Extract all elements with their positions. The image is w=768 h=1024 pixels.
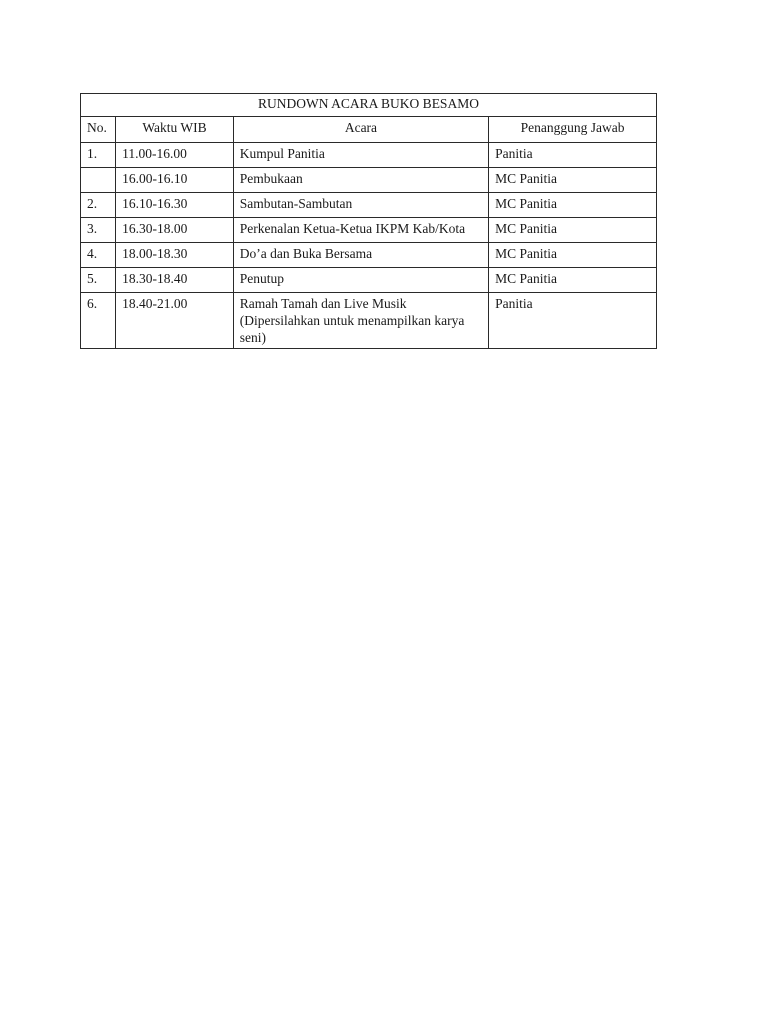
row-time: 16.10-16.30 — [116, 193, 234, 218]
header-time: Waktu WIB — [116, 117, 234, 143]
row-event: Perkenalan Ketua-Ketua IKPM Kab/Kota — [233, 218, 488, 243]
header-no: No. — [81, 117, 116, 143]
row-no: 2. — [81, 193, 116, 218]
row-no: 6. — [81, 293, 116, 349]
row-event: Kumpul Panitia — [233, 143, 488, 168]
row-event: Do’a dan Buka Bersama — [233, 243, 488, 268]
row-person-in-charge: MC Panitia — [489, 193, 657, 218]
table-row — [81, 193, 657, 218]
row-no: 3. — [81, 218, 116, 243]
header-event: Acara — [233, 117, 488, 143]
row-person-in-charge: Panitia — [489, 293, 657, 349]
row-no — [81, 168, 116, 193]
rundown-table — [80, 93, 657, 349]
row-person-in-charge: MC Panitia — [489, 168, 657, 193]
table-title-row — [81, 94, 657, 117]
row-person-in-charge: MC Panitia — [489, 243, 657, 268]
table-title: RUNDOWN ACARA BUKO BESAMO — [81, 94, 657, 117]
row-event: Pembukaan — [233, 168, 488, 193]
row-time: 16.30-18.00 — [116, 218, 234, 243]
header-person-in-charge: Penanggung Jawab — [489, 117, 657, 143]
row-person-in-charge: MC Panitia — [489, 268, 657, 293]
table-row — [81, 218, 657, 243]
table-row — [81, 293, 657, 349]
table-row — [81, 243, 657, 268]
table-row — [81, 268, 657, 293]
row-time: 18.30-18.40 — [116, 268, 234, 293]
table-row — [81, 143, 657, 168]
row-no: 4. — [81, 243, 116, 268]
row-person-in-charge: MC Panitia — [489, 218, 657, 243]
row-time: 16.00-16.10 — [116, 168, 234, 193]
row-no: 5. — [81, 268, 116, 293]
row-time: 11.00-16.00 — [116, 143, 234, 168]
row-no: 1. — [81, 143, 116, 168]
row-event: Sambutan-Sambutan — [233, 193, 488, 218]
table-header-row — [81, 117, 657, 143]
row-event: Ramah Tamah dan Live Musik (Dipersilahkan untuk menampilkan karya seni) — [233, 293, 488, 349]
table-row — [81, 168, 657, 193]
row-time: 18.40-21.00 — [116, 293, 234, 349]
row-event: Penutup — [233, 268, 488, 293]
row-person-in-charge: Panitia — [489, 143, 657, 168]
row-time: 18.00-18.30 — [116, 243, 234, 268]
